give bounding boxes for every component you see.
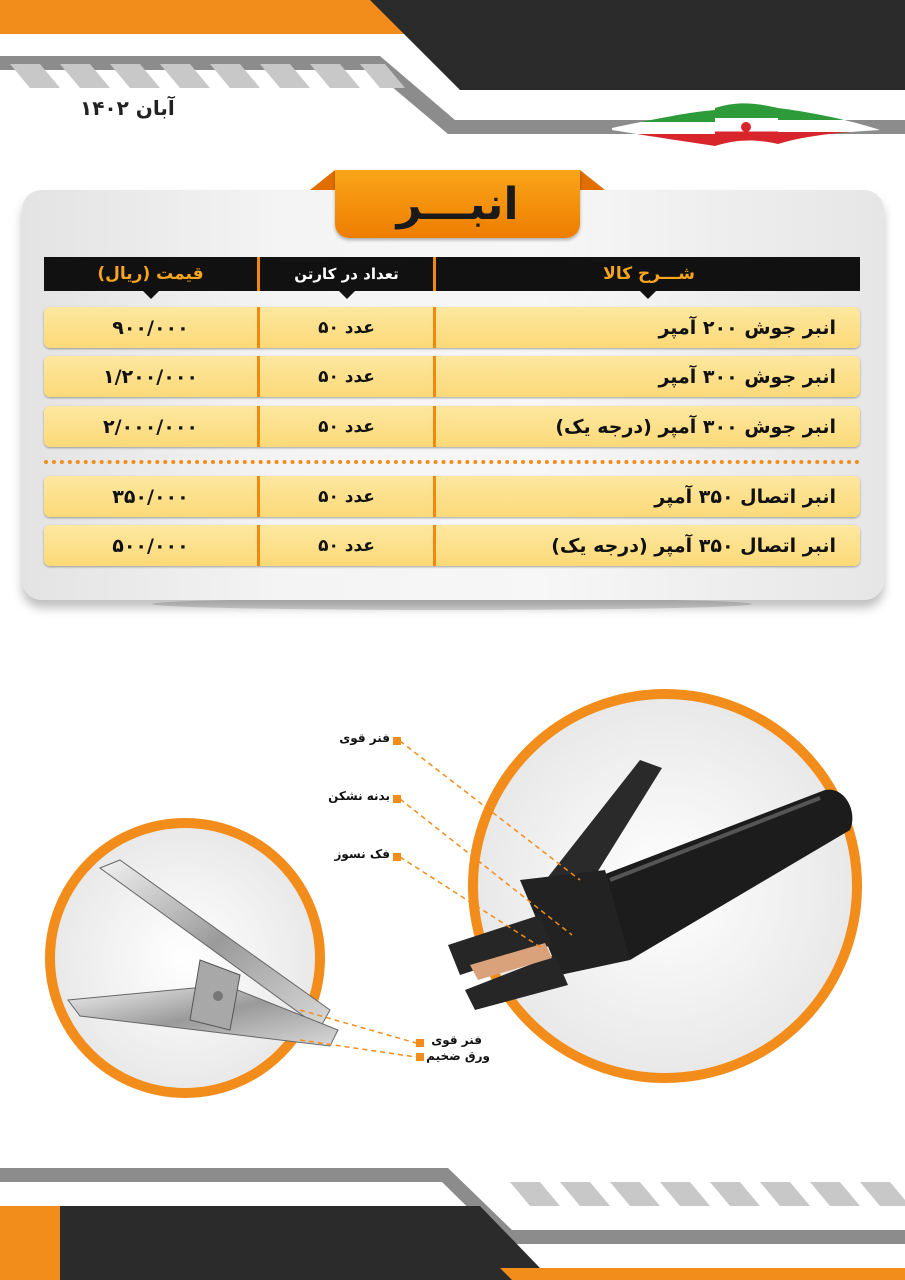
title-tab-fold-left <box>310 170 335 190</box>
row-description: انبر اتصال ۳۵۰ آمپر <box>654 485 836 508</box>
header-description-label: شـــرح کالا <box>603 264 695 284</box>
callout-marker <box>393 853 401 861</box>
group-divider <box>44 460 860 464</box>
row-price: ۹۰۰/۰۰۰ <box>112 316 189 339</box>
callout-clamp-strong-spring: فنر قوی <box>431 1033 482 1047</box>
table-row <box>44 307 860 348</box>
row-price: ۵۰۰/۰۰۰ <box>112 534 189 557</box>
table-row <box>44 476 860 517</box>
row-price: ۱/۲۰۰/۰۰۰ <box>102 365 199 388</box>
callout-marker <box>393 795 401 803</box>
section-title: انبـــر <box>396 178 519 230</box>
iran-flag-ribbon <box>612 103 880 146</box>
row-quantity: ۵۰ عدد <box>257 406 436 447</box>
row-description: انبر جوش ۳۰۰ آمپر (درجه یک) <box>555 415 836 438</box>
header-price: قیمت (ریال) <box>44 257 257 291</box>
callout-fireproof-jaw: فک نسوز <box>334 847 390 861</box>
callout-strong-spring: فنر قوی <box>339 731 390 745</box>
row-quantity: ۵۰ عدد <box>257 476 436 517</box>
callout-marker <box>393 737 401 745</box>
row-quantity: ۵۰ عدد <box>257 525 436 566</box>
ground-clamp-image <box>50 823 338 1093</box>
row-price: ۲/۰۰۰/۰۰۰ <box>102 415 199 438</box>
header-description <box>436 257 860 291</box>
table-row <box>44 356 860 397</box>
table-row <box>44 406 860 447</box>
callout-unbreakable-body: بدنه نشکن <box>328 789 390 803</box>
callout-marker <box>416 1039 424 1047</box>
table-row <box>44 525 860 566</box>
callout-marker <box>416 1053 424 1061</box>
row-description: انبر جوش ۳۰۰ آمپر <box>658 365 836 388</box>
bottom-band <box>0 1168 905 1280</box>
row-description: انبر جوش ۲۰۰ آمپر <box>658 316 836 339</box>
row-quantity: ۵۰ عدد <box>257 356 436 397</box>
title-tab-fold-right <box>580 170 605 190</box>
issue-date: آبان ۱۴۰۲ <box>80 96 175 120</box>
row-description: انبر اتصال ۳۵۰ آمپر (درجه یک) <box>551 534 836 557</box>
row-quantity: ۵۰ عدد <box>257 307 436 348</box>
section-title-tab <box>335 170 580 238</box>
callout-thick-sheet: ورق ضخیم <box>426 1049 490 1063</box>
row-price: ۳۵۰/۰۰۰ <box>112 485 189 508</box>
header-quantity: تعداد در کارتن <box>257 257 436 291</box>
table-header <box>44 257 860 291</box>
